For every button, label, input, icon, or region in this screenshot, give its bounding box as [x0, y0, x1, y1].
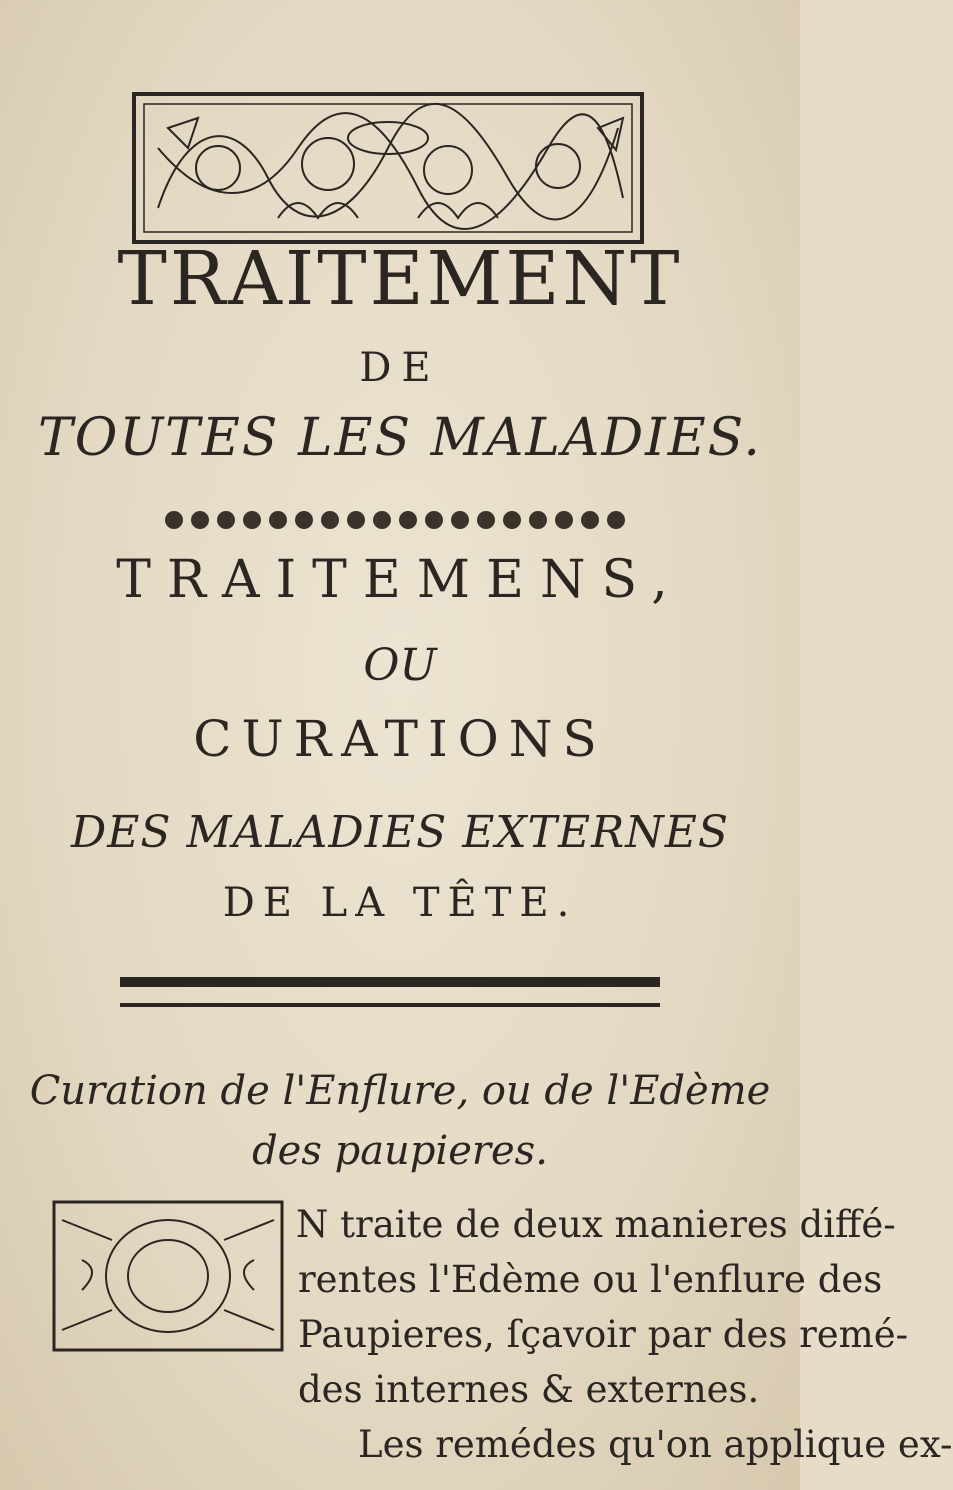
body-line: rentes l'Edème ou l'enflure des: [298, 1258, 883, 1301]
body-line: Les remédes qu'on applique ex-: [358, 1423, 953, 1466]
body-line: Paupieres, ſçavoir par des remé-: [298, 1313, 909, 1356]
subtitle-traitemens: TRAITEMENS,: [116, 550, 684, 610]
double-rule-divider: [120, 973, 660, 1033]
section-heading-continued: des paupieres.: [252, 1128, 548, 1174]
fleuron-border-icon: [160, 500, 630, 540]
decorative-initial-o-icon: [52, 1200, 284, 1352]
ornamental-headpiece-icon: [128, 88, 648, 248]
section-heading: Curation de l'Enflure, ou de l'Edème: [29, 1068, 771, 1114]
subtitle-curations: CURATIONS: [193, 710, 607, 768]
body-line: des internes & externes.: [298, 1368, 760, 1411]
title-toutes-les-maladies: TOUTES LES MALADIES.: [38, 408, 762, 468]
body-line: N traite de deux manieres diffé-: [296, 1203, 896, 1246]
title-de: DE: [359, 345, 441, 391]
subtitle-ou: OU: [363, 640, 437, 691]
subtitle-de-la-tete: DE LA TÊTE.: [222, 880, 578, 926]
title-traitement: TRAITEMENT: [117, 236, 683, 322]
subtitle-des-maladies-externes: DES MALADIES EXTERNES: [70, 807, 730, 858]
